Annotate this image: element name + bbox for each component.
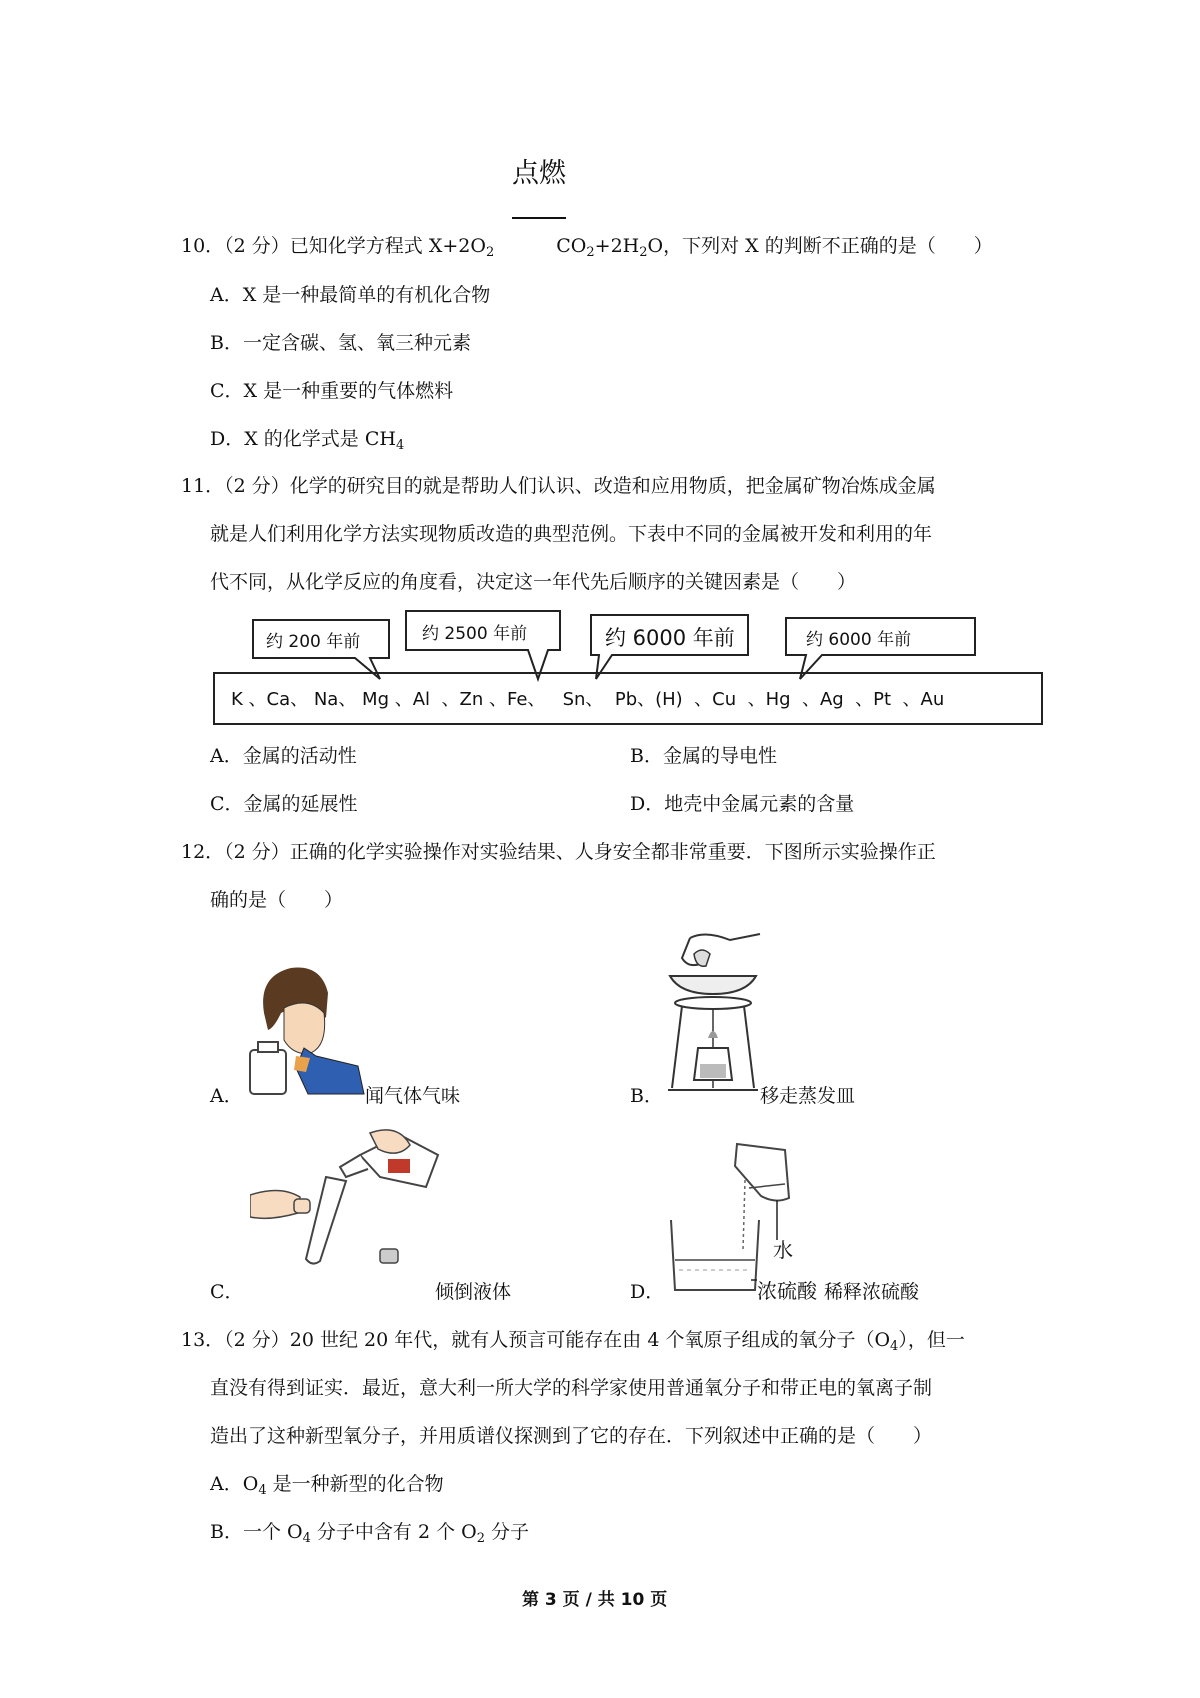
q11-stem-line-2: 就是人们利用化学方法实现物质改造的典型范例。下表中不同的金属被开发和利用的年	[210, 523, 933, 545]
callout-200-label: 约 200 年前	[266, 632, 361, 652]
callout-6000-b-label: 约 6000 年前	[806, 630, 912, 650]
q11-stem-line-3: 代不同，从化学反应的角度看，决定这一年代先后顺序的关键因素是（ ）	[210, 571, 857, 593]
q11-stem-line-1: 11．（2 分）化学的研究目的就是帮助人们认识、改造和应用物质，把金属矿物冶炼成金属	[181, 475, 936, 497]
callout-2500	[406, 611, 560, 679]
callout-200	[253, 620, 389, 679]
page-footer: 第 3 页 / 共 10 页	[522, 1590, 668, 1610]
callout-2500-label: 约 2500 年前	[422, 624, 528, 644]
reaction-condition: 点燃	[512, 158, 566, 189]
metal-activity-series-box	[213, 672, 1043, 725]
pouring-liquid-illustration	[250, 1125, 440, 1265]
callout-6000-a	[591, 615, 748, 679]
q10-stem: 10．（2 分）已知化学方程式 $X+2O_2$ $CO_2+2H_2O$，下列对 X 的判断不正确的是（ ）	[181, 235, 993, 260]
q12-option-b-letter: B．	[630, 1085, 663, 1107]
q10-option-c: C．X 是一种重要的气体燃料	[210, 380, 454, 402]
q12-caption-c: 倾倒液体	[435, 1281, 512, 1303]
q12-option-c-letter: C．	[210, 1281, 244, 1303]
metal-activity-series: K 、Ca、 Na、 Mg 、Al 、Zn 、Fe、 Sn、 Pb、(H) 、Cu 、Hg 、Ag 、Pt 、Au	[231, 689, 945, 710]
q10-option-d: D．X 的化学式是 $CH_4$	[210, 428, 405, 453]
dilute-acid-illustration	[665, 1140, 817, 1303]
figure-label-acid: 浓硫酸	[757, 1279, 817, 1303]
q12-stem-line-2: 确的是（ ）	[210, 889, 344, 911]
q11-option-a: A．金属的活动性	[210, 745, 357, 767]
q13-stem-line-2: 直没有得到证实．最近，意大利一所大学的科学家使用普通氧分子和带正电的氧离子制	[210, 1377, 933, 1399]
q13-option-b: B．一个 $O_4$ 分子中含有 2 个 $O_2$ 分子	[210, 1521, 530, 1546]
figure-label-water: 水	[773, 1238, 793, 1262]
callout-6000-b	[786, 618, 975, 679]
q12-caption-b: 移走蒸发皿	[760, 1085, 856, 1107]
q10-option-b: B．一定含碳、氢、氧三种元素	[210, 332, 471, 354]
evaporating-dish-illustration	[660, 928, 770, 1103]
q13-stem-line-1: 13．（2 分）20 世纪 20 年代，就有人预言可能存在由 4 个氧原子组成的氧分子$(O_4)$，但一	[181, 1329, 965, 1354]
q12-option-d-letter: D．	[630, 1281, 665, 1303]
callout-6000-a-label: 约 6000 年前	[605, 626, 735, 650]
smell-gas-illustration	[246, 958, 366, 1098]
q10-option-a: A．X 是一种最简单的有机化合物	[210, 284, 491, 306]
q12-caption-d: 稀释浓硫酸	[824, 1281, 920, 1303]
q13-option-a: A．$O_4$ 是一种新型的化合物	[210, 1473, 444, 1498]
q13-stem-line-3: 造出了这种新型氧分子，并用质谱仪探测到了它的存在．下列叙述中正确的是（ ）	[210, 1425, 933, 1447]
q12-caption-a: 闻气体气味	[365, 1085, 461, 1107]
q11-option-b: B．金属的导电性	[630, 745, 777, 767]
q11-option-d: D．地壳中金属元素的含量	[630, 793, 855, 815]
reaction-arrow-line	[512, 217, 566, 219]
q12-option-a-letter: A．	[210, 1085, 243, 1107]
q12-stem-line-1: 12．（2 分）正确的化学实验操作对实验结果、人身安全都非常重要．下图所示实验操作正	[181, 841, 936, 863]
q11-option-c: C．金属的延展性	[210, 793, 358, 815]
